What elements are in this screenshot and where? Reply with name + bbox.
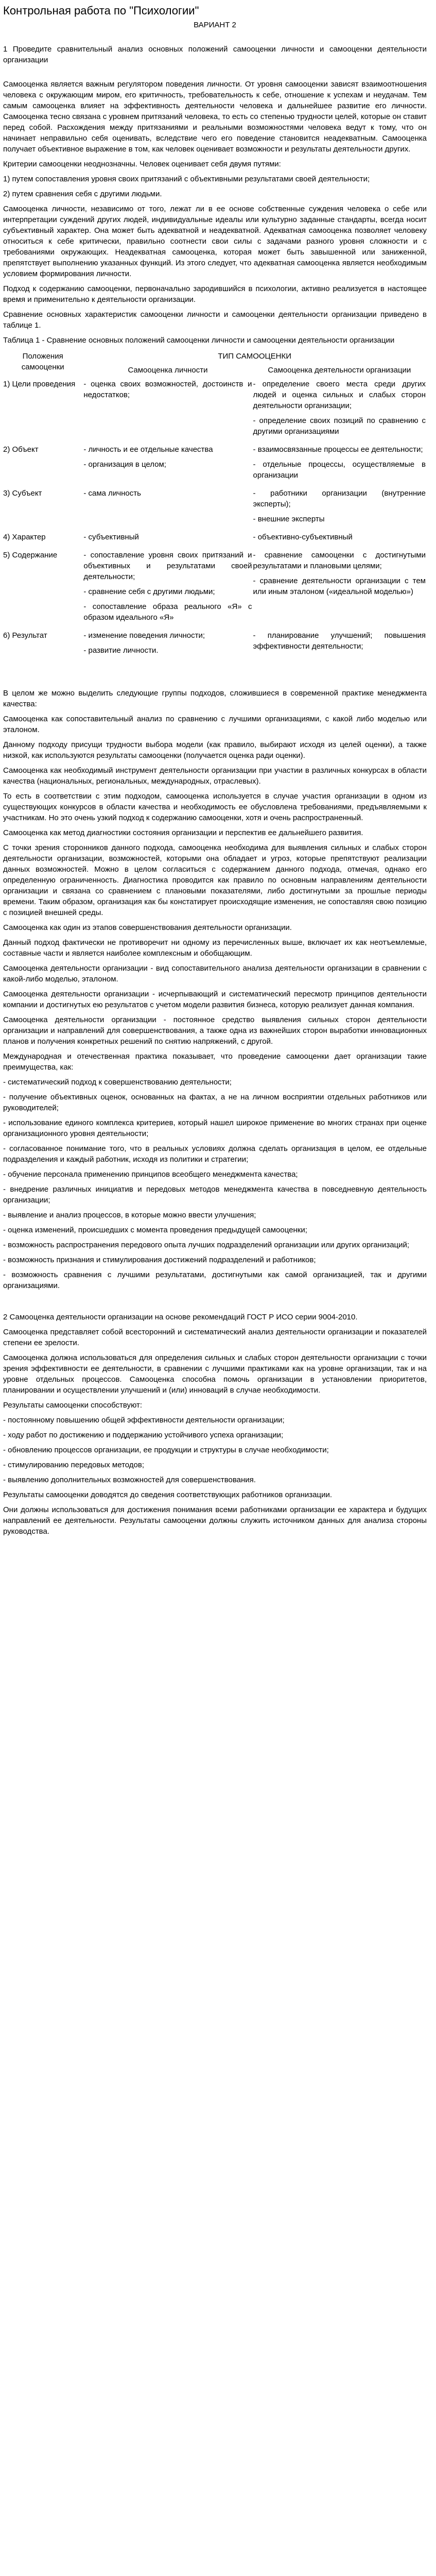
cell-personal: [83, 443, 253, 487]
cell-organization: [253, 531, 427, 549]
list-item: - согласованное понимание того, что в реальных условиях должна сделать организация в целом, ее отдельные подразделения и каждый работник, исходя из политики и стратегии;: [3, 1144, 427, 1164]
list-item: - возможность распространения передового опыта лучших подразделений организации или других организаций;: [3, 1241, 410, 1249]
cell-organization: [253, 629, 427, 662]
list-item: - использование единого комплекса критериев, который нашел широкое применение во многих странах при оценке организационного уровня деятельности;: [3, 1118, 427, 1138]
table-header-organization: Самооценка деятельности организации: [268, 366, 411, 375]
cell-organization: [253, 378, 427, 443]
paragraph: Самооценка как один из этапов совершенствования деятельности организации.: [3, 923, 292, 932]
cell-text: - сопоставление образа реального «Я» с образом идеального «Я»: [83, 602, 252, 622]
cell-personal: [83, 629, 253, 662]
list-item: - ходу работ по достижению и поддержанию устойчивого успеха организации;: [3, 1431, 284, 1439]
table-header-group: ТИП САМООЦЕНКИ: [218, 352, 292, 361]
cell-personal: [83, 531, 253, 549]
list-item: - выявлению дополнительных возможностей для совершенствования.: [3, 1476, 256, 1484]
section-1-continued: [3, 688, 427, 1291]
list-item: - постоянному повышению общей эффективности деятельности организации;: [3, 1416, 285, 1425]
row-label: 5) Содержание: [3, 551, 58, 560]
list-item: - возможность сравнения с лучшими результатами, достигнутыми как самой организацией, так и другими организациями.: [3, 1270, 427, 1290]
list-item: - выявление и анализ процессов, в которые можно ввести улучшения;: [3, 1211, 256, 1219]
table-row: [3, 531, 427, 549]
paragraph: Результаты самооценки доводятся до сведения соответствующих работников организации.: [3, 1490, 333, 1499]
cell-text: - сравнение себя с другими людьми;: [83, 587, 215, 596]
section-2-heading: 2 Самооценка деятельности организации на основе рекомендаций ГОСТ Р ИСО серии 9004-2010.: [3, 1313, 358, 1321]
cell-text: - сравнение деятельности организации с тем или иным эталоном («идеальной моделью»): [253, 577, 426, 596]
paragraph: Результаты самооценки способствуют:: [3, 1401, 143, 1410]
paragraph: Самооценка личности, независимо от того, лежат ли в ее основе собственные суждения человека о себе или интерпретации суждений других людей, индивидуальные идеалы или культурно заданные стандарты, всегда носит субъективный характер. Она может быть адекватной и неадекватной. Адекватная самооценка позволяет человеку относиться к себе критически, правильно соотнести свои силы с задачами разного уровня сложности и с требованиями окружающих. Неадекватная самооценка, которая может быть завышенной или заниженной, препятствует выполнению указанных функций. Из этого следует, что адекватная самооценка является необходимым условием формирования личности.: [3, 205, 427, 278]
cell-text: - оценка своих возможностей, достоинств и недостатков;: [83, 380, 252, 399]
table-body: [3, 378, 427, 662]
cell-text: - работники организации (внутренние эксперты);: [253, 489, 426, 509]
paragraph: Сравнение основных характеристик самооценки личности и самооценки деятельности организации приведено в таблице 1.: [3, 310, 427, 330]
cell-text: - изменение поведения личности;: [83, 631, 205, 640]
cell-text: - личность и ее отдельные качества: [83, 445, 213, 454]
list-item: - стимулированию передовых методов;: [3, 1461, 145, 1469]
cell-text: - сравнение самооценки с достигнутыми результатами и плановыми целями;: [253, 551, 426, 570]
cell-organization: [253, 549, 427, 629]
paragraph: Критерии самооценки неоднозначны. Человек оценивает себя двумя путями:: [3, 160, 281, 168]
section-1-heading: 1 Проведите сравнительный анализ основных положений самооценки личности и самооценки деятельности организации: [3, 45, 427, 64]
results-list: [3, 1415, 427, 1485]
table-row: [3, 629, 427, 662]
paragraph: В целом же можно выделить следующие группы подходов, сложившиеся в современной практике менеджмента качества:: [3, 689, 427, 708]
section-2: [3, 1312, 427, 1537]
cell-organization: [253, 487, 427, 531]
list-item: - возможность признания и стимулирования достижений подразделений и работников;: [3, 1256, 316, 1264]
paragraph: Самооценка представляет собой всесторонний и систематический анализ деятельности организации и показателей степени ее зрелости.: [3, 1328, 427, 1347]
row-label: 3) Субъект: [3, 489, 42, 498]
table-row: [3, 487, 427, 531]
list-item: - систематический подход к совершенствованию деятельности;: [3, 1078, 232, 1087]
list-item: 2) путем сравнения себя с другими людьми.: [3, 190, 162, 198]
paragraph: Самооценка деятельности организации - постоянное средство выявления сильных сторон деятельности организации и направлений для совершенствования, а также одна из важнейших сторон выработки инновационных планов и получения конкретных решений по снятию напряжений, с другой.: [3, 1015, 427, 1046]
cell-personal: [83, 378, 253, 443]
list-item: - получение объективных оценок, основанных на фактах, а не на личном восприятии отдельных работников или руководителей;: [3, 1093, 427, 1112]
paragraph: Самооценка как необходимый инструмент деятельности организации при участии в различных конкурсах в области качества (национальных, региональных, международных, отраслевых).: [3, 766, 427, 786]
list-item: - оценка изменений, происшедших с момента проведения предыдущей самооценки;: [3, 1226, 307, 1234]
paragraph: Самооценка является важным регулятором поведения личности. От уровня самооценки зависят взаимоотношения человека с окружающим миром, его критичность, требовательность к себе, отношение к успехам и неудачам. Тем самым самооценка влияет на эффективность деятельности человека и дальнейшее развитие его личности. Самооценка тесно связана с уровнем притязаний человека, то есть со степенью трудности целей, которые он ставит перед собой. Расхождения между притязаниями и реальными возможностями человека ведут к тому, что он начинает неправильно себя оценивать, вследствие чего его поведение становится неадекватным. Самооценка получает объективное выражение в том, как человек оценивает возможности и результаты деятельности других.: [3, 80, 427, 154]
cell-text: - сопоставление уровня своих притязаний и объективных и результатами своей деятельности;: [83, 551, 252, 581]
table-row: [3, 549, 427, 629]
row-label: 1) Цели проведения: [3, 380, 76, 388]
list-item: - обучение персонала применению принципов всеобщего менеджмента качества;: [3, 1170, 298, 1179]
list-item: - внедрение различных инициатив и передовых методов менеджмента качества в повседневную деятельность организации;: [3, 1185, 427, 1205]
cell-organization: [253, 443, 427, 487]
cell-text: - взаимосвязанные процессы ее деятельности;: [253, 445, 423, 454]
cell-text: - внешние эксперты: [253, 515, 325, 523]
list-item: - обновлению процессов организации, ее продукции и структуры в случае необходимости;: [3, 1446, 329, 1454]
paragraph: То есть в соответствии с этим подходом, самооценка используется в случае участия организации в одном из существующих конкурсов в области качества и необходимость ее обусловлена требованиями, предъявляемыми к участникам. Но это очень узкий подход к содержанию самооценки, хотя и очень распространенный.: [3, 792, 427, 822]
cell-text: - организация в целом;: [83, 460, 166, 469]
cell-text: - развитие личности.: [83, 646, 159, 655]
paragraph: Подход к содержанию самооценки, первоначально зародившийся в психологии, активно реализуется в настоящее время и применительно к деятельности организации.: [3, 284, 427, 304]
paragraph: Самооценка как метод диагностики состояния организации и перспектив ее дальнейшего развития.: [3, 828, 363, 837]
paragraph: Данному подходу присущи трудности выбора модели (как правило, выбирают исходя из целей оценки), а также низкой, как используются результаты самооценки (получается оценка ради оценки).: [3, 740, 427, 760]
paragraph: С точки зрения сторонников данного подхода, самооценка необходима для выявления сильных и слабых сторон деятельности организации, возможностей, которыми она обладает и угроз, которые препятствуют реализации данных возможностей. Можно в целом согласиться с содержанием данного подхода, отмечая, однако его определенную ограниченность. Диагностика проводится как правило по основным направлениям деятельности организации и связана со сравнением с плановыми показателями, либо достигнутыми за прошлые периоды времени. Таким образом, организация как бы констатирует происходящие изменения, не сопоставляя свою позицию с позицией внешней среды.: [3, 843, 427, 917]
cell-personal: [83, 487, 253, 531]
cell-text: - отдельные процессы, осуществляемые в организации: [253, 460, 426, 480]
cell-personal: [83, 549, 253, 629]
cell-text: - планирование улучшений; повышения эффективности деятельности;: [253, 631, 426, 651]
page-title: Контрольная работа по "Психологии": [3, 4, 199, 17]
cell-text: - объективно-субъективный: [253, 533, 353, 541]
comparison-table: [3, 350, 427, 662]
paragraph: Международная и отечественная практика показывает, что проведение самооценки дает организации такие преимущества, как:: [3, 1052, 427, 1072]
paragraph: Они должны использоваться для достижения понимания всеми работниками организации ее характера и будущих направлений ее деятельности. Результаты самооценки должны служить источником данных для анализа стороны руководства.: [3, 1505, 427, 1536]
cell-text: - определение своих позиций по сравнению с другими организациями: [253, 416, 426, 436]
row-label: 4) Характер: [3, 533, 46, 541]
cell-text: - сама личность: [83, 489, 141, 498]
paragraph: Данный подход фактически не противоречит ни одному из перечисленных выше, включает их как неотъемлемые, составные части и является наиболее комплексным и обобщающим.: [3, 938, 427, 958]
row-label: 6) Результат: [3, 631, 47, 640]
advantages-list: [3, 1077, 427, 1291]
row-label: 2) Объект: [3, 445, 39, 454]
cell-text: - субъективный: [83, 533, 139, 541]
paragraph: Самооценка деятельности организации - исчерпывающий и систематический пересмотр принципов деятельности компании и достигнутых ею результатов с учетом модели развития бизнеса, которую реализует данная компания.: [3, 990, 427, 1009]
cell-text: - определение своего места среди других людей и оценка сильных и слабых сторон деятельности организации;: [253, 380, 426, 410]
variant-label: ВАРИАНТ 2: [194, 21, 236, 29]
list-item: 1) путем сопоставления уровня своих притязаний с объективными результатами своей деятельности;: [3, 175, 370, 183]
table-header-personal: Самооценка личности: [128, 366, 208, 375]
table-caption: Таблица 1 - Сравнение основных положений самооценки личности и самооценки деятельности организации: [3, 336, 395, 345]
paragraph: Самооценка должна использоваться для определения сильных и слабых сторон деятельности организации с точки зрения эффективности ее деятельности, в сравнении с лучшими практиками как на уровне организации, так и на уровне отдельных процессов. Самооценка способна помочь организации в установлении приоритетов, планировании и осуществлении улучшений и (или) инноваций в случае необходимости.: [3, 1353, 427, 1395]
paragraph: Самооценка деятельности организации - вид сопоставительного анализа деятельности организации в сравнении с какой-либо моделью, эталоном.: [3, 964, 427, 984]
table-row: [3, 443, 427, 487]
table-row: [3, 378, 427, 443]
table-header-criteria: Положения самооценки: [21, 352, 64, 371]
paragraph: Самооценка как сопоставительный анализ по сравнению с лучшими организациями, с какой либо моделью или эталоном.: [3, 715, 427, 734]
